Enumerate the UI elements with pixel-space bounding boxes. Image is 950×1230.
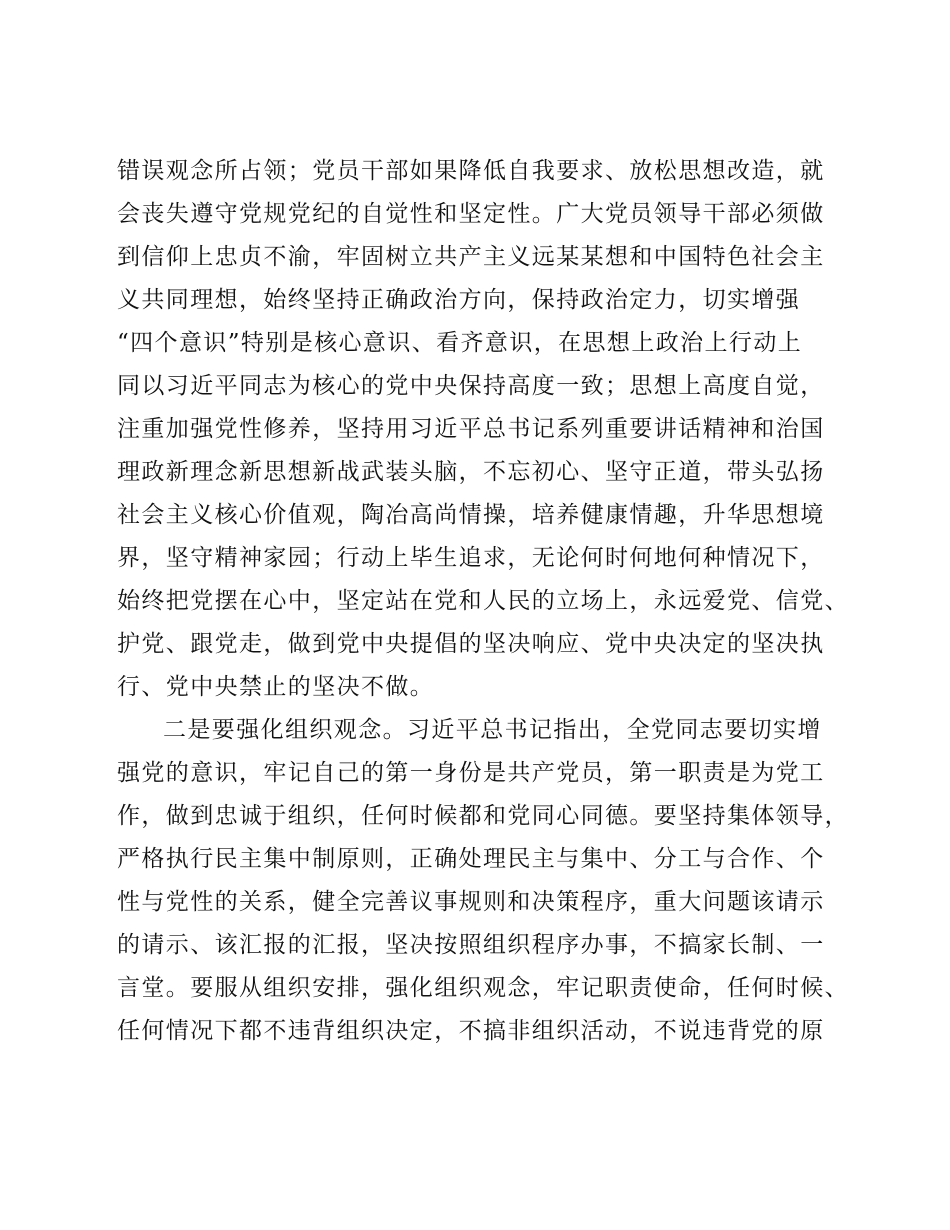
text-line: 注重加强党性修养，坚持用习近平总书记系列重要讲话精神和治国	[117, 416, 825, 442]
text-line: 性与党性的关系，健全完善议事规则和决策程序，重大问题该请示	[117, 889, 825, 915]
text-line: 义共同理想，始终坚持正确政治方向，保持政治定力，切实增强	[117, 287, 801, 313]
text-line: 会丧失遵守党规党纪的自觉性和坚定性。广大党员领导干部必须做	[117, 201, 825, 227]
text-line: 社会主义核心价值观，陶冶高尚情操，培养健康情趣，升华思想境	[117, 502, 825, 528]
text-line: 任何情况下都不违背组织决定，不搞非组织活动，不说违背党的原	[117, 1018, 825, 1044]
paragraph-first-line: 二是要强化组织观念。习近平总书记指出，全党同志要切实增	[163, 717, 822, 743]
text-line: 到信仰上忠贞不渝，牢固树立共产主义远某某想和中国特色社会主	[117, 244, 825, 270]
text-line: 错误观念所占领；党员干部如果降低自我要求、放松思想改造，就	[117, 158, 825, 184]
text-line: 严格执行民主集中制原则，正确处理民主与集中、分工与合作、个	[117, 846, 825, 872]
text-line: 理政新理念新思想新战武装头脑，不忘初心、坚守正道，带头弘扬	[117, 459, 825, 485]
text-line: 行、党中央禁止的坚决不做。	[117, 674, 435, 700]
text-line: 同以习近平同志为核心的党中央保持高度一致；思想上高度自觉，	[117, 373, 825, 399]
body-text	[117, 150, 847, 1053]
text-line: “四个意识”特别是核心意识、看齐意识，在思想上政治上行动上	[117, 330, 803, 356]
text-line: 强党的意识，牢记自己的第一身份是共产党员，第一职责是为党工	[117, 760, 825, 786]
text-line: 作，做到忠诚于组织，任何时候都和党同心同德。要坚持集体领导，	[117, 803, 849, 829]
text-line: 界，坚守精神家园；行动上毕生追求，无论何时何地何种情况下，	[117, 545, 825, 571]
text-line: 始终把党摆在心中，坚定站在党和人民的立场上，永远爱党、信党、	[117, 588, 849, 614]
text-line: 的请示、该汇报的汇报，坚决按照组织程序办事，不搞家长制、一	[117, 932, 825, 958]
text-line: 言堂。要服从组织安排，强化组织观念，牢记职责使命，任何时候、	[117, 975, 849, 1001]
text-line: 护党、跟党走，做到党中央提倡的坚决响应、党中央决定的坚决执	[117, 631, 825, 657]
